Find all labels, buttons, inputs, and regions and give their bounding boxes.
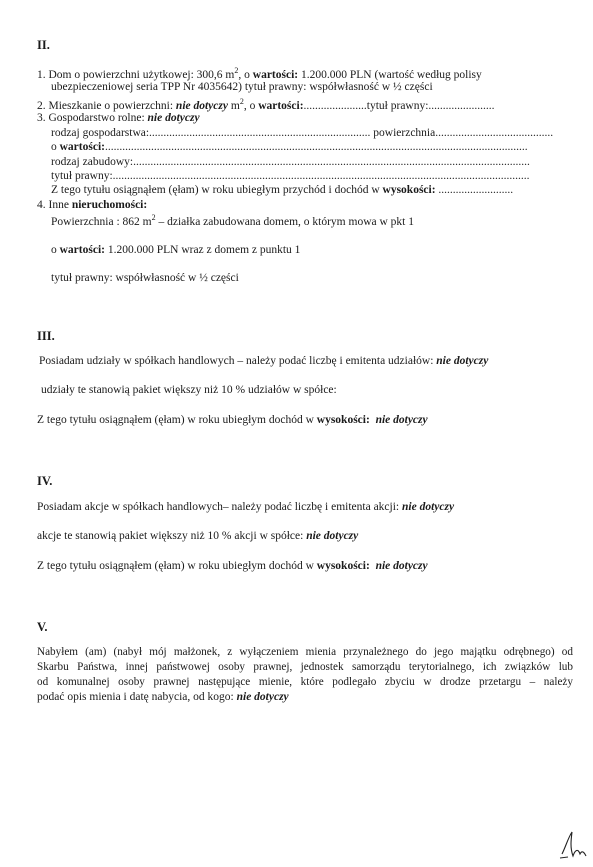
- item4-value-line: [51, 244, 300, 257]
- superscript: 2: [239, 97, 244, 106]
- stocks-not-applicable: nie dotyczy: [402, 501, 455, 513]
- item4-area-desc: – działka zabudowana domem, o którym mowa w pkt 1: [155, 215, 414, 228]
- item3-o-text: o: [51, 141, 60, 153]
- item2-dots: ......................tytuł prawny:.......................: [303, 99, 495, 112]
- stocks-package-not-applicable: nie dotyczy: [306, 530, 359, 542]
- stocks-income-label: wysokości:: [316, 560, 370, 572]
- signature-mark: [558, 826, 588, 862]
- item4-title-line: tytuł prawny: współwłasność w ½ części: [51, 272, 239, 284]
- item3-value-dots: ...................................................................................................................................................: [104, 141, 528, 153]
- item4-area-line: [51, 213, 414, 229]
- item4-value-text: 1.200.000 PLN wraz z domem z punktu 1: [104, 244, 301, 256]
- item3-income-label: wysokości:: [382, 184, 436, 196]
- section-ii-item1-line1: [37, 66, 482, 82]
- acquisition-not-applicable: nie dotyczy: [236, 691, 289, 703]
- superscript: 2: [151, 213, 156, 222]
- item4-o-text: o: [51, 244, 60, 256]
- section-v-line2: Skarbu Państwa, innej państwowej osoby prawnej, jednostek samorządu terytorialnego, ich związków lub: [37, 661, 573, 673]
- section-iii-heading: III.: [37, 329, 55, 343]
- section-iv-line1: [37, 501, 454, 514]
- item2-unit: m: [227, 99, 240, 112]
- section-ii-heading: II.: [37, 38, 50, 52]
- section-v-line4: [37, 691, 289, 704]
- shares-not-applicable: nie dotyczy: [436, 355, 489, 367]
- stocks-package-text: akcje te stanowią pakiet większy niż 10 % akcji w spółce:: [37, 530, 307, 542]
- item3-not-applicable: nie dotyczy: [147, 112, 200, 124]
- section-ii-item3: [37, 112, 200, 125]
- item3-income-line: [51, 184, 513, 197]
- item4-area-text: Powierzchnia : 862 m: [51, 215, 152, 228]
- item2-text: , o: [243, 99, 259, 112]
- stocks-income-not-applicable: nie dotyczy: [375, 560, 428, 572]
- item1-area-text: 1. Dom o powierzchni użytkowej: 300,6 m: [37, 68, 235, 81]
- section-v-line3: od komunalnej osoby prawnej następujące mienie, które podlegało zbyciu w drodze przetargu – należy: [37, 676, 573, 688]
- item3-wartosci-line: [51, 141, 528, 154]
- section-iii-line3: [37, 414, 428, 427]
- item1-value-label: wartości:: [252, 68, 299, 81]
- section-iii-line1: [39, 355, 488, 368]
- item3-tytul-line: tytuł prawny:.................................................................................................................................................: [51, 170, 530, 182]
- item3-value-label: wartości:: [59, 141, 105, 153]
- stocks-text: Posiadam akcje w spółkach handlowych– należy podać liczbę i emitenta akcji:: [37, 501, 402, 513]
- section-ii-item4: [37, 199, 147, 212]
- item3-text: 3. Gospodarstwo rolne:: [37, 112, 148, 124]
- section-iv-line3: [37, 560, 428, 573]
- item2-text: 2. Mieszkanie o powierzchni:: [37, 99, 176, 112]
- item3-rodzaj-line: rodzaj gospodarstwa:............................................................................. powierzchnia.........................................: [51, 127, 554, 139]
- section-iii-line2: udziały te stanowią pakiet większy niż 10 % udziałów w spółce:: [41, 384, 337, 396]
- section-iv-line2: [37, 530, 358, 543]
- item1-text: , o: [238, 68, 253, 81]
- stocks-income-text: Z tego tytułu osiągnąłem (ęłam) w roku ubiegłym dochód w: [37, 560, 317, 572]
- item1-value-text: 1.200.000 PLN (wartość według polisy: [298, 68, 482, 81]
- shares-income-not-applicable: nie dotyczy: [375, 414, 428, 426]
- item3-income-dots: ..........................: [435, 184, 514, 196]
- section-v-line1: Nabyłem (am) (nabył mój małżonek, z wyłączeniem mienia przynależnego do jego majątku odrębnego) od: [37, 646, 573, 658]
- superscript: 2: [234, 66, 239, 75]
- shares-income-text: Z tego tytułu osiągnąłem (ęłam) w roku ubiegłym dochód w: [37, 414, 317, 426]
- item4-value-label: wartości:: [59, 244, 105, 256]
- item2-value-label: wartości:: [258, 99, 304, 112]
- shares-income-label: wysokości:: [316, 414, 370, 426]
- item3-income-text: Z tego tytułu osiągnąłem (ęłam) w roku ubiegłym przychód i dochód w: [51, 184, 383, 196]
- shares-text: Posiadam udziały w spółkach handlowych – należy podać liczbę i emitenta udziałów:: [39, 355, 437, 367]
- item4-text: 4. Inne: [37, 199, 72, 211]
- item4-label: nieruchomości:: [71, 199, 148, 211]
- section-v-heading: V.: [37, 620, 48, 634]
- acquisition-text: podać opis mienia i datę nabycia, od kogo:: [37, 691, 237, 703]
- item3-zabudowy-line: rodzaj zabudowy:..........................................................................................................................................: [51, 156, 530, 168]
- section-ii-item2: [37, 97, 495, 113]
- item2-not-applicable: nie dotyczy: [175, 99, 228, 112]
- section-iv-heading: IV.: [37, 474, 53, 488]
- section-ii-item1-line2: ubezpieczeniowej seria TPP Nr 4035642) tytuł prawny: współwłasność w ½ części: [51, 81, 433, 93]
